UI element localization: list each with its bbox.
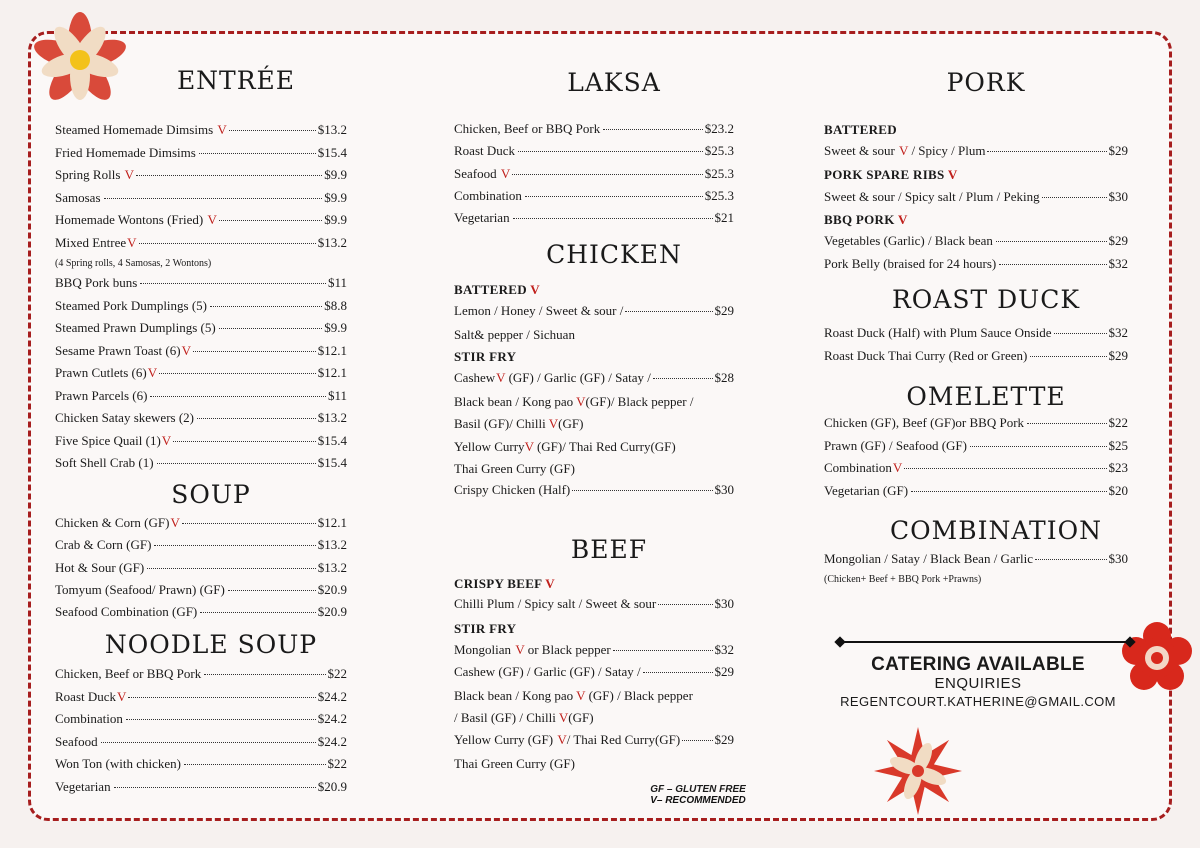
menu-item [454, 143, 734, 163]
legend [636, 784, 760, 806]
dot-leader [200, 612, 315, 613]
item-name: Prawn Cutlets (6)V [55, 365, 158, 380]
item-price: $20.9 [317, 778, 347, 794]
menu-item [55, 410, 347, 430]
item-price: $11 [327, 275, 347, 290]
menu-item [824, 438, 1128, 458]
beef-crispy-title: CRISPY BEEF V [454, 576, 555, 591]
legend-gf: GF – GLUTEN FREE [650, 784, 746, 795]
pork-bbq-title: BBQ PORK V [824, 212, 908, 227]
dot-leader [1027, 423, 1106, 424]
item-price: $13.2 [317, 537, 347, 553]
recommended-mark: V [207, 212, 217, 227]
flower-right-icon [1114, 616, 1200, 700]
menu-item [55, 779, 347, 799]
menu-item [55, 455, 347, 475]
item-name: Chicken, Beef or BBQ Pork [55, 666, 202, 681]
menu-item [824, 256, 1128, 276]
menu-item [55, 320, 347, 340]
menu-item [55, 689, 347, 709]
menu-item [55, 537, 347, 557]
dot-leader [996, 241, 1107, 242]
beef-cashew-line: Cashew (GF) / Garlic (GF) / Satay / $29 [454, 664, 734, 679]
section-title-laksa: LAKSA [567, 68, 661, 97]
chicken-stirfry-line2: Black bean / Kong pao V(GF)/ Black pepper / [454, 394, 694, 409]
item-name: BBQ Pork buns [55, 275, 138, 290]
dot-leader [970, 446, 1107, 447]
item-name: Tomyum (Seafood/ Prawn) (GF) [55, 581, 225, 597]
item-name: Homemade Wontons (Fried) V [55, 212, 217, 227]
item-price: $24.2 [317, 711, 347, 726]
recommended-mark: V [892, 460, 903, 475]
item-name: Chicken, Beef or BBQ Pork [454, 121, 601, 136]
section-title-roast-duck: ROAST DUCK [891, 285, 1081, 314]
item-price: $24.2 [317, 688, 347, 704]
menu-item [55, 167, 347, 187]
menu-item [454, 121, 734, 141]
dot-leader [126, 719, 316, 720]
menu-item [55, 560, 347, 580]
chicken-stirfry-line1: CashewV (GF) / Garlic (GF) / Satay / $28 [454, 370, 734, 385]
section-title-pork: PORK [946, 68, 1026, 97]
recommended-mark: V [161, 432, 172, 448]
chicken-battered-title: BATTERED V [454, 282, 540, 297]
chicken-stirfry-line5: Thai Green Curry (GF) [454, 461, 575, 476]
beef-blackbean-line: Black bean / Kong pao V (GF) / Black pepper [454, 688, 693, 703]
beef-green-line: Thai Green Curry (GF) [454, 756, 575, 771]
item-price: $29 [1108, 233, 1128, 248]
dot-leader [114, 787, 316, 788]
item-price: $20.9 [317, 604, 347, 620]
item-name: Crab & Corn (GF) [55, 537, 152, 553]
catering-email[interactable]: REGENTCOURT.KATHERINE@GMAIL.COM [840, 694, 1116, 709]
menu-item [55, 756, 347, 776]
menu-item [454, 188, 734, 208]
recommended-mark: V [170, 515, 180, 530]
item-price: $15.4 [317, 432, 347, 448]
item-name: Vegetables (Garlic) / Black bean [824, 233, 993, 248]
item-price: $13.2 [317, 410, 347, 425]
item-name: Vegetarian [55, 778, 111, 794]
pork-ribs-line: Sweet & sour / Spicy salt / Plum / Peking $30 [824, 189, 1128, 204]
menu-item [55, 343, 347, 363]
item-name: Steamed Pork Dumplings (5) [55, 297, 208, 313]
dot-leader [219, 220, 322, 221]
beef-yellow-line: Yellow Curry (GF) V/ Thai Red Curry(GF) $29 [454, 732, 734, 747]
dot-leader [525, 196, 703, 197]
menu-item [454, 166, 734, 186]
item-name: Chicken & Corn (GF)V [55, 515, 180, 530]
menu-item [55, 212, 347, 232]
item-name: Prawn (GF) / Seafood (GF) [824, 437, 967, 453]
recommended-mark: V [181, 342, 191, 358]
section-title-noodle-soup: NOODLE SOUP [104, 630, 318, 659]
item-name: Combination [454, 187, 522, 203]
dot-leader [193, 351, 316, 352]
menu-item [55, 515, 347, 535]
beef-mongolian-line: Mongolian V or Black pepper $32 [454, 642, 734, 657]
section-title-beef: BEEF [570, 535, 648, 564]
item-price: $22 [327, 666, 347, 681]
item-name: Prawn Parcels (6) [55, 387, 148, 403]
combination-line: Mongolian / Satay / Black Bean / Garlic $30 [824, 551, 1128, 566]
combination-note: (Chicken+ Beef + BBQ Pork +Prawns) [824, 574, 982, 585]
dot-leader [157, 463, 316, 464]
item-price: $13.2 [317, 122, 347, 137]
menu-item [55, 711, 347, 731]
menu-item [55, 275, 347, 295]
item-price: $9.9 [324, 320, 347, 335]
item-price: $9.9 [324, 167, 347, 182]
item-price: $15.4 [317, 144, 347, 160]
chicken-battered-line: Lemon / Honey / Sweet & sour / $29 [454, 303, 734, 318]
item-name: CombinationV [824, 460, 903, 475]
menu-item [55, 582, 347, 602]
item-price: $12.1 [317, 342, 347, 358]
item-name: Seafood [55, 733, 98, 749]
item-price: $13.2 [317, 559, 347, 575]
pork-battered-line: Sweet & sour V / Spicy / Plum $29 [824, 143, 1128, 158]
flower-top-left-icon [30, 8, 130, 112]
item-name: Seafood Combination (GF) [55, 604, 198, 620]
menu-item [55, 298, 347, 318]
dot-leader [184, 764, 326, 765]
item-price: $32 [1108, 255, 1128, 271]
item-price: $22 [1108, 415, 1128, 430]
dot-leader [904, 468, 1106, 469]
item-price: $25 [1108, 437, 1128, 453]
item-price: $20 [1108, 482, 1128, 498]
item-price: $23.2 [704, 121, 734, 136]
menu-item [824, 483, 1128, 503]
dot-leader [139, 243, 316, 244]
item-price: $12.1 [317, 515, 347, 530]
section-title-chicken: CHICKEN [546, 240, 682, 269]
dot-leader [229, 130, 316, 131]
chicken-battered-line2: Salt& pepper / Sichuan [454, 327, 575, 342]
dot-leader [518, 151, 703, 152]
section-title-entree: ENTRÉE [176, 66, 296, 95]
dot-leader [199, 153, 316, 154]
dot-leader [159, 373, 316, 374]
menu-item [55, 365, 347, 385]
dot-leader [173, 441, 316, 442]
catering-enquiries: ENQUIRIES [934, 675, 1022, 692]
item-name: Vegetarian (GF) [824, 482, 909, 498]
chicken-stirfry-line3: Basil (GF)/ Chilli V(GF) [454, 416, 584, 431]
dot-leader [204, 674, 325, 675]
dot-leader [210, 306, 322, 307]
item-price: $15.4 [317, 455, 347, 470]
pork-ribs-title: PORK SPARE RIBS V [824, 167, 958, 182]
item-name: Hot & Sour (GF) [55, 559, 145, 575]
item-name: Won Ton (with chicken) [55, 756, 181, 771]
dot-leader [147, 568, 316, 569]
item-price: $24.2 [317, 733, 347, 749]
menu-item [824, 415, 1128, 435]
chicken-stirfry-line4: Yellow CurryV (GF)/ Thai Red Curry(GF) [454, 439, 676, 454]
item-name: Mixed EntreeV [55, 234, 137, 250]
dot-leader [197, 418, 316, 419]
item-name: Combination [55, 711, 123, 726]
item-name: Vegetarian [454, 210, 510, 226]
dot-leader [219, 328, 323, 329]
item-price: $21 [714, 210, 734, 226]
menu-item [454, 210, 734, 230]
menu-item [55, 433, 347, 453]
dot-leader [1054, 333, 1106, 334]
recommended-mark: V [147, 365, 158, 380]
dot-leader [136, 175, 322, 176]
menu-item [55, 122, 347, 142]
menu-item [55, 190, 347, 210]
dot-leader [150, 396, 326, 397]
item-price: $9.9 [324, 212, 347, 227]
item-price: $25.3 [704, 165, 734, 181]
dot-leader [512, 174, 703, 175]
item-price: $9.9 [324, 189, 347, 205]
item-name: Fried Homemade Dimsims [55, 144, 196, 160]
item-price: $13.2 [317, 234, 347, 250]
entree-note: (4 Spring rolls, 4 Samosas, 2 Wontons) [55, 258, 212, 269]
item-price: $23 [1108, 460, 1128, 475]
pork-battered-title: BATTERED [824, 122, 897, 137]
item-name: Roast DuckV [55, 688, 127, 704]
item-price: $12.1 [317, 365, 347, 380]
menu-item [55, 388, 347, 408]
item-price: $29 [1108, 347, 1128, 363]
item-name: Roast Duck (Half) with Plum Sauce Onside [824, 325, 1052, 340]
item-name: Samosas [55, 189, 101, 205]
recommended-mark: V [117, 688, 127, 704]
dot-leader [128, 697, 315, 698]
menu-item [824, 325, 1128, 345]
section-title-combination: COMBINATION [890, 516, 1102, 545]
section-title-soup: SOUP [171, 480, 251, 509]
dot-leader [911, 491, 1106, 492]
dot-leader [999, 264, 1106, 265]
catering-block [838, 654, 1118, 709]
dot-leader [513, 218, 713, 219]
menu-item [55, 734, 347, 754]
recommended-mark: V [500, 165, 511, 181]
chicken-crispy-item: Crispy Chicken (Half) $30 [454, 482, 734, 497]
item-price: $8.8 [324, 297, 347, 313]
item-name: Seafood V [454, 165, 511, 181]
divider-rule [838, 641, 1132, 643]
item-price: $22 [327, 756, 347, 771]
menu-item [55, 666, 347, 686]
dot-leader [182, 523, 316, 524]
beef-basil-line: / Basil (GF) / Chilli V(GF) [454, 710, 594, 725]
dot-leader [228, 590, 316, 591]
beef-crispy-line: Chilli Plum / Spicy salt / Sweet & sour $30 [454, 596, 734, 611]
chicken-stirfry-title: STIR FRY [454, 349, 517, 364]
item-price: $25.3 [704, 143, 734, 159]
dot-leader [104, 198, 323, 199]
recommended-mark: V [217, 122, 227, 137]
item-name: Chicken (GF), Beef (GF)or BBQ Pork [824, 415, 1025, 430]
item-name: Chicken Satay skewers (2) [55, 410, 194, 425]
item-price: $32 [1108, 325, 1128, 340]
item-name: Roast Duck Thai Curry (Red or Green) [824, 347, 1028, 363]
item-price: $20.9 [317, 581, 347, 597]
section-title-omelette: OMELETTE [906, 382, 1066, 411]
dot-leader [1030, 356, 1106, 357]
dot-leader [154, 545, 315, 546]
beef-stirfry-title: STIR FRY [454, 621, 517, 636]
item-name: Steamed Prawn Dumplings (5) [55, 320, 216, 335]
legend-v: V– RECOMMENDED [650, 795, 746, 806]
item-name: Pork Belly (braised for 24 hours) [824, 255, 997, 271]
recommended-mark: V [124, 167, 135, 182]
dot-leader [603, 129, 703, 130]
flower-bottom-icon [870, 725, 966, 817]
menu-item [824, 460, 1128, 480]
recommended-mark: V [127, 234, 137, 250]
item-name: Spring Rolls V [55, 167, 135, 182]
item-name: Five Spice Quail (1)V [55, 432, 172, 448]
item-price: $11 [327, 387, 347, 403]
menu-item [55, 235, 347, 255]
item-price: $25.3 [704, 187, 734, 203]
item-name: Steamed Homemade Dimsims V [55, 122, 227, 137]
menu-item [55, 145, 347, 165]
dot-leader [101, 742, 316, 743]
item-name: Sesame Prawn Toast (6)V [55, 342, 191, 358]
item-name: Soft Shell Crab (1) [55, 455, 154, 470]
item-name: Roast Duck [454, 143, 516, 159]
menu-item [55, 604, 347, 624]
catering-title: CATERING AVAILABLE [871, 654, 1085, 675]
menu-item [824, 348, 1128, 368]
menu-item [824, 233, 1128, 253]
dot-leader [140, 283, 326, 284]
